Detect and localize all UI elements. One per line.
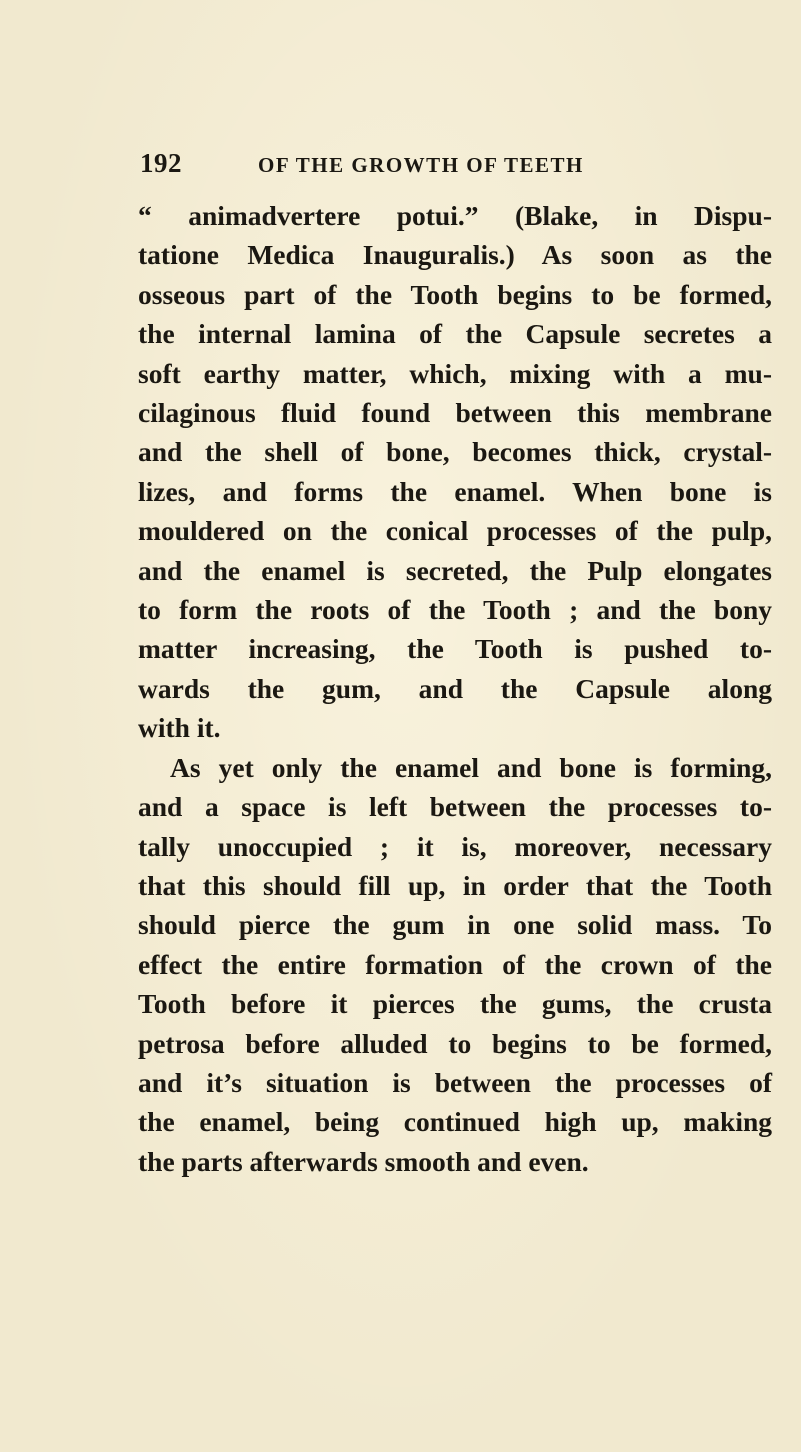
text-line: and the shell of bone, becomes thick, crystal-	[138, 436, 772, 468]
text-line: Tooth before it pierces the gums, the crusta	[138, 988, 772, 1020]
text-line: “ animadvertere potui.” (Blake, in Dispu-	[138, 200, 772, 231]
running-head-title: OF THE GROWTH OF TEETH	[258, 153, 584, 177]
text-line: soft earthy matter, which, mixing with a mu-	[138, 357, 772, 389]
text-line: the internal lamina of the Capsule secretes a	[138, 318, 772, 350]
text-line: cilaginous fluid found between this membrane	[138, 397, 772, 429]
text-line: osseous part of the Tooth begins to be formed,	[138, 278, 772, 310]
text-line: and a space is left between the processes to-	[138, 791, 772, 823]
text-line: mouldered on the conical processes of the pulp,	[138, 515, 772, 547]
text-line: and it’s situation is between the processes of	[138, 1066, 772, 1098]
text-line: should pierce the gum in one solid mass. To	[138, 909, 772, 941]
text-line: As yet only the enamel and bone is forming,	[170, 751, 772, 783]
text-line: with it.	[138, 712, 221, 744]
text-line: and the enamel is secreted, the Pulp elongates	[138, 554, 772, 586]
text-line: the enamel, being continued high up, making	[138, 1106, 772, 1138]
body-text	[138, 196, 772, 1181]
text-line: lizes, and forms the enamel. When bone is	[138, 475, 772, 507]
text-line: the parts afterwards smooth and even.	[138, 1145, 589, 1177]
page-number: 192	[140, 148, 182, 178]
text-line: matter increasing, the Tooth is pushed to-	[138, 633, 772, 665]
running-head	[140, 148, 660, 180]
text-line: that this should fill up, in order that the Tooth	[138, 869, 772, 901]
text-line: tatione Medica Inauguralis.) As soon as the	[138, 239, 772, 271]
text-line: tally unoccupied ; it is, moreover, necessary	[138, 830, 772, 862]
text-line: petrosa before alluded to begins to be formed,	[138, 1027, 772, 1059]
text-line: to form the roots of the Tooth ; and the bony	[138, 594, 772, 626]
text-line: effect the entire formation of the crown of the	[138, 948, 772, 980]
text-line: wards the gum, and the Capsule along	[138, 672, 772, 704]
